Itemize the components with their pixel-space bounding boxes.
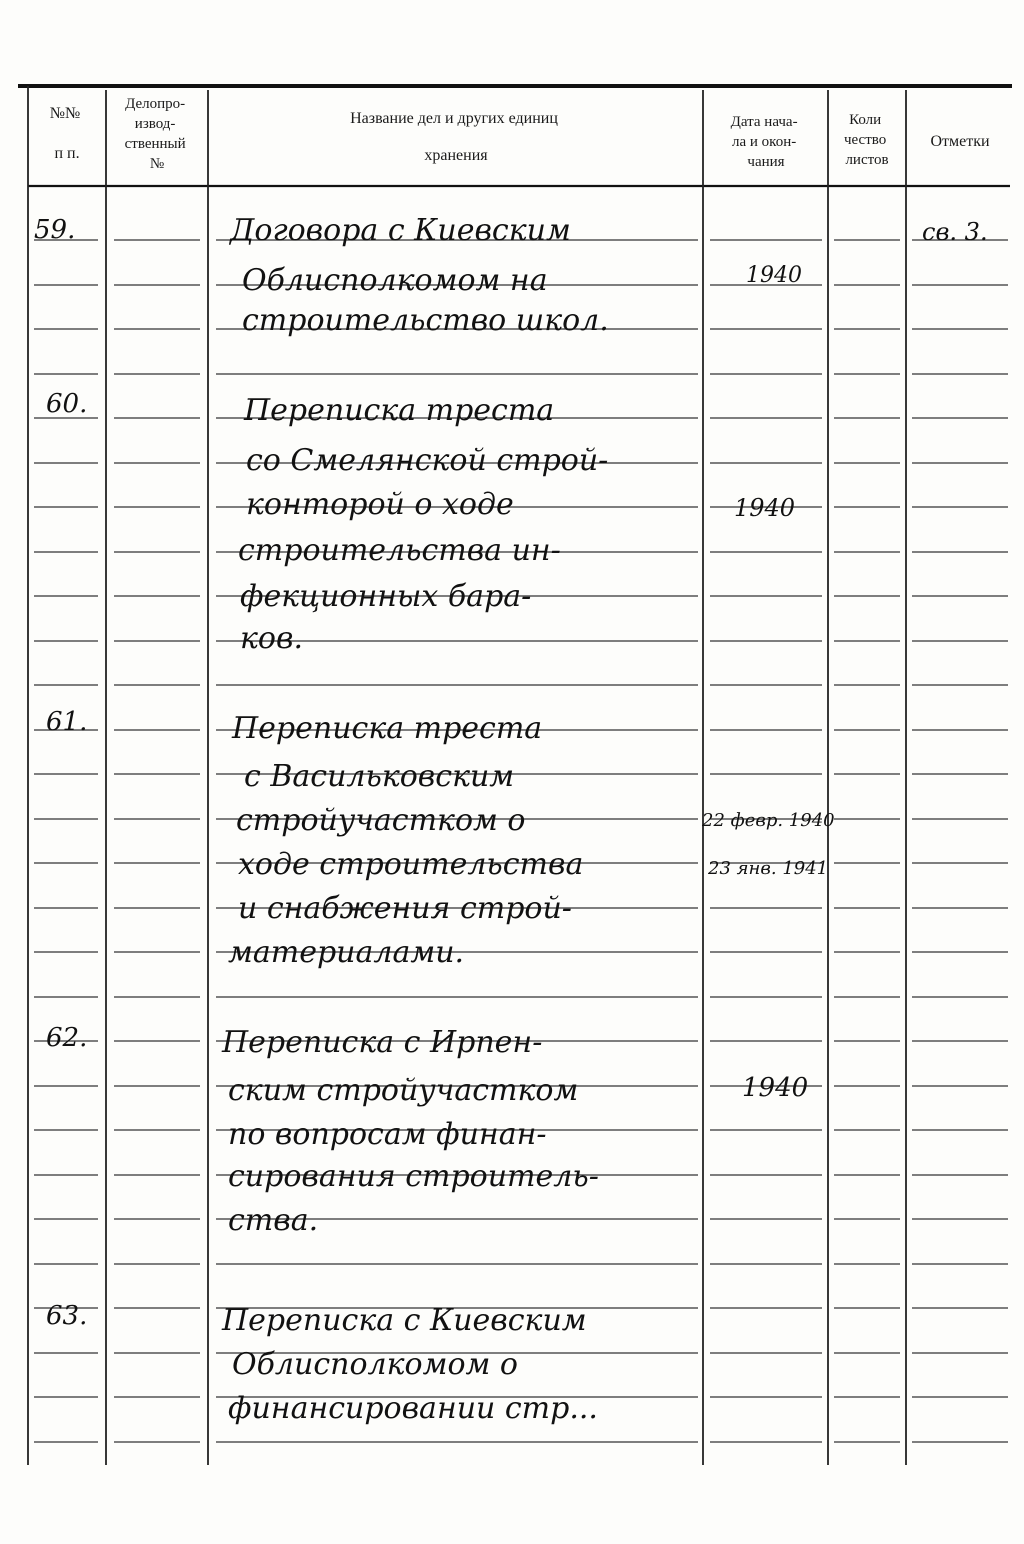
entry-date: 1940: [734, 494, 796, 522]
entry-title-line: по вопросам финан-: [228, 1117, 547, 1152]
entry-63: [46, 1301, 598, 1426]
entry-title-line: материалами.: [228, 935, 465, 970]
entry-notes: св. 3.: [922, 218, 988, 246]
entry-title-line: сирования строитель-: [228, 1159, 599, 1194]
entry-title-line: фекционных бара-: [240, 579, 532, 614]
entry-number: 59.: [34, 215, 76, 245]
entry-number: 62.: [46, 1023, 88, 1053]
entry-title-line: Переписка с Киевским: [222, 1303, 587, 1338]
entry-title-line: Облисполкомом на: [242, 263, 548, 298]
entry-number: 60.: [46, 389, 88, 419]
entry-title-line: Переписка с Ирпен-: [222, 1025, 543, 1060]
entry-title-line: финансировании стр...: [228, 1391, 598, 1426]
entry-number: 61.: [46, 707, 88, 737]
header-col-notes: Отметки: [930, 133, 990, 150]
entry-title-line: и снабжения строй-: [238, 891, 572, 926]
entry-title-line: со Смелянской строй-: [246, 443, 609, 478]
header-col-dates: Дата нача- ла и окон- чания: [730, 114, 798, 170]
entry-61: [46, 707, 835, 970]
entry-title-line: строительства ин-: [238, 533, 561, 568]
entry-title-line: ским стройучастком: [228, 1073, 579, 1108]
entry-number: 63.: [46, 1301, 88, 1331]
entry-title-line: стройучастком о: [236, 803, 526, 838]
entry-title-line: Договора с Киевским: [230, 213, 571, 248]
header-col-num: №№ п п.: [49, 105, 81, 162]
header-col-title: Название дел и других единиц хранения: [350, 110, 558, 164]
entry-title-line: конторой о ходе: [246, 487, 514, 522]
entry-date: 1940: [742, 1073, 809, 1103]
header-col-office: Делопро- извод- ственный №: [124, 96, 186, 172]
table-header: [50, 96, 990, 172]
entry-date: 23 янв. 1941: [708, 858, 829, 879]
entry-title-line: Облисполкомом о: [232, 1347, 518, 1382]
entry-title-line: ства.: [228, 1203, 319, 1238]
entry-date: 1940: [746, 263, 802, 288]
entry-60: [46, 389, 795, 656]
entry-title-line: строительство школ.: [242, 303, 609, 338]
entry-title-line: Переписка треста: [244, 393, 555, 428]
header-col-count: Коли чество листов: [843, 112, 889, 168]
entry-title-line: Переписка треста: [232, 711, 543, 746]
entry-59: [34, 213, 988, 338]
entry-title-line: ходе строительства: [238, 847, 584, 882]
entry-date: 22 февр. 1940: [702, 810, 835, 831]
entry-title-line: ков.: [240, 621, 303, 656]
entry-title-line: с Васильковским: [244, 759, 515, 794]
